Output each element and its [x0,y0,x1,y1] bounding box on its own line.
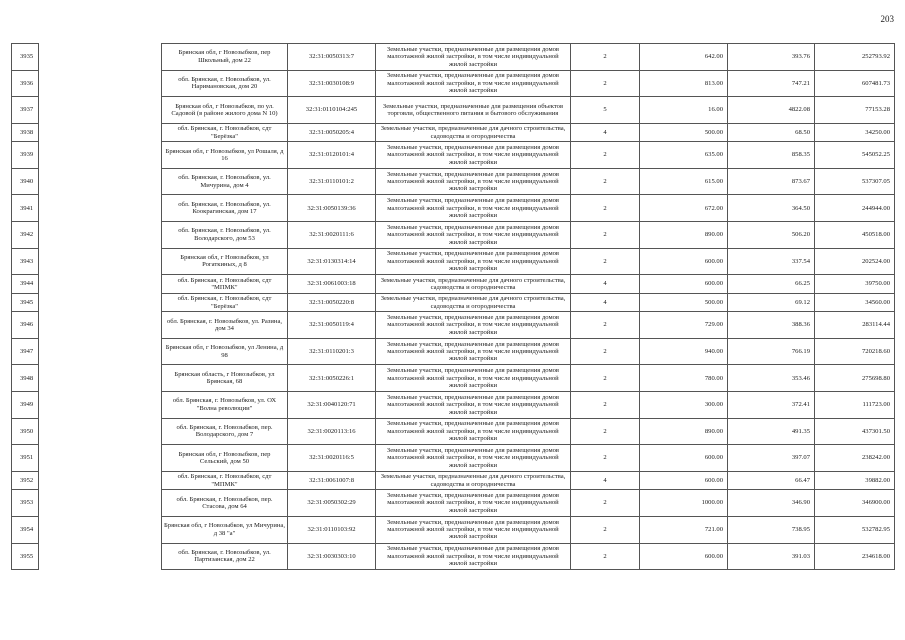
specific-value-cell: 747.21 [728,70,815,97]
address-cell: обл. Брянская, г. Новозыбков, сдт "МПМК" [162,471,288,490]
row-gap [39,312,162,339]
cadastral-number-cell: 32:31:0020113:16 [288,418,376,445]
row-gap [39,248,162,275]
address-cell: Брянская обл, г Новозыбков, ул Мичурина, д 38 "а" [162,516,288,543]
area-cell: 615.00 [640,168,728,195]
specific-value-cell: 372.41 [728,392,815,419]
specific-value-cell: 4822.08 [728,97,815,124]
cadastral-value-cell: 275698.80 [815,365,895,392]
row-gap [39,275,162,294]
land-use-cell: Земельные участки, предназначенные для размещения домов малоэтажной жилой застройки, в том числе индивидуальной жилой застройки [376,490,571,517]
table-row [12,70,895,97]
cadastral-value-cell: 437301.50 [815,418,895,445]
cadastral-number-cell: 32:31:0120101:4 [288,142,376,169]
table-row [12,275,895,294]
area-cell: 729.00 [640,312,728,339]
group-number-cell: 2 [571,312,640,339]
row-number: 3952 [12,471,39,490]
cadastral-number-cell: 32:31:0050220:8 [288,293,376,312]
address-cell: обл. Брянская, г. Новозыбков, сдт "Берёзка" [162,293,288,312]
land-use-cell: Земельные участки, предназначенные для размещения домов малоэтажной жилой застройки, в том числе индивидуальной жилой застройки [376,338,571,365]
cadastral-number-cell: 32:31:0110201:3 [288,338,376,365]
address-cell: Брянская обл, г Новозыбков, ул Рогаткиных, д 8 [162,248,288,275]
address-cell: обл. Брянская, г. Новозыбков, ул. Наримановская, дом 20 [162,70,288,97]
group-number-cell: 2 [571,195,640,222]
row-number: 3950 [12,418,39,445]
row-number: 3954 [12,516,39,543]
specific-value-cell: 873.67 [728,168,815,195]
specific-value-cell: 766.19 [728,338,815,365]
area-cell: 780.00 [640,365,728,392]
table-row [12,142,895,169]
land-use-cell: Земельные участки, предназначенные для размещения домов малоэтажной жилой застройки, в том числе индивидуальной жилой застройки [376,70,571,97]
cadastral-value-cell: 346900.00 [815,490,895,517]
land-use-cell: Земельные участки, предназначенные для дачного строительства, садоводства и огородничества [376,123,571,142]
address-cell: обл. Брянская, г. Новозыбков, сдт "Берёзка" [162,123,288,142]
table-row [12,418,895,445]
address-cell: обл. Брянская, г. Новозыбков, ул. Партизанская, дом 22 [162,543,288,570]
row-number: 3939 [12,142,39,169]
specific-value-cell: 738.95 [728,516,815,543]
land-use-cell: Земельные участки, предназначенные для размещения домов малоэтажной жилой застройки, в том числе индивидуальной жилой застройки [376,142,571,169]
address-cell: обл. Брянская, г. Новозыбков, ул. Коокрагинская, дом 17 [162,195,288,222]
row-gap [39,338,162,365]
address-cell: Брянская область, г Новозыбков, ул Брянская, 68 [162,365,288,392]
area-cell: 890.00 [640,418,728,445]
cadastral-value-cell: 537307.05 [815,168,895,195]
cadastral-number-cell: 32:31:0110103:92 [288,516,376,543]
land-use-cell: Земельные участки, предназначенные для размещения домов малоэтажной жилой застройки, в том числе индивидуальной жилой застройки [376,418,571,445]
land-use-cell: Земельные участки, предназначенные для размещения домов малоэтажной жилой застройки, в том числе индивидуальной жилой застройки [376,365,571,392]
cadastral-value-cell: 39882.00 [815,471,895,490]
cadastral-value-cell: 532782.95 [815,516,895,543]
cadastral-number-cell: 32:31:0050205:4 [288,123,376,142]
specific-value-cell: 346.90 [728,490,815,517]
row-number: 3955 [12,543,39,570]
group-number-cell: 2 [571,142,640,169]
cadastral-value-cell: 34560.00 [815,293,895,312]
cadastral-number-cell: 32:31:0040120:71 [288,392,376,419]
table-row [12,248,895,275]
area-cell: 600.00 [640,471,728,490]
specific-value-cell: 66.25 [728,275,815,294]
specific-value-cell: 491.35 [728,418,815,445]
row-gap [39,365,162,392]
row-number: 3945 [12,293,39,312]
group-number-cell: 4 [571,293,640,312]
row-gap [39,293,162,312]
table-row [12,44,895,71]
land-use-cell: Земельные участки, предназначенные для дачного строительства, садоводства и огородничества [376,293,571,312]
land-use-cell: Земельные участки, предназначенные для размещения домов малоэтажной жилой застройки, в том числе индивидуальной жилой застройки [376,248,571,275]
table-row [12,445,895,472]
table-row [12,365,895,392]
group-number-cell: 2 [571,338,640,365]
address-cell: Брянская обл, г Новозыбков, ул Рошаля, д 16 [162,142,288,169]
specific-value-cell: 337.54 [728,248,815,275]
group-number-cell: 2 [571,248,640,275]
cadastral-value-cell: 238242.00 [815,445,895,472]
group-number-cell: 2 [571,392,640,419]
table-row [12,490,895,517]
row-number: 3946 [12,312,39,339]
row-gap [39,168,162,195]
group-number-cell: 2 [571,44,640,71]
row-number: 3944 [12,275,39,294]
cadastral-value-cell: 34250.00 [815,123,895,142]
area-cell: 721.00 [640,516,728,543]
specific-value-cell: 506.20 [728,222,815,249]
area-cell: 940.00 [640,338,728,365]
cadastral-value-cell: 202524.00 [815,248,895,275]
group-number-cell: 2 [571,445,640,472]
row-gap [39,222,162,249]
row-number: 3947 [12,338,39,365]
address-cell: обл. Брянская, г. Новозыбков, ул. Мичурина, дом 4 [162,168,288,195]
specific-value-cell: 858.35 [728,142,815,169]
area-cell: 890.00 [640,222,728,249]
row-gap [39,490,162,517]
table-row [12,222,895,249]
area-cell: 600.00 [640,543,728,570]
group-number-cell: 2 [571,543,640,570]
cadastral-value-cell: 77153.28 [815,97,895,124]
row-gap [39,543,162,570]
specific-value-cell: 68.50 [728,123,815,142]
land-use-cell: Земельные участки, предназначенные для размещения домов малоэтажной жилой застройки, в том числе индивидуальной жилой застройки [376,222,571,249]
table-row [12,338,895,365]
cadastral-number-cell: 32:31:0050139:36 [288,195,376,222]
cadastral-value-cell: 111723.00 [815,392,895,419]
row-number: 3938 [12,123,39,142]
row-gap [39,445,162,472]
land-use-cell: Земельные участки, предназначенные для дачного строительства, садоводства и огородничества [376,471,571,490]
row-number: 3953 [12,490,39,517]
cadastral-number-cell: 32:31:0020116:5 [288,445,376,472]
cadastral-value-cell: 720218.60 [815,338,895,365]
row-gap [39,516,162,543]
area-cell: 600.00 [640,275,728,294]
group-number-cell: 4 [571,123,640,142]
row-gap [39,142,162,169]
address-cell: обл. Брянская, г. Новозыбков, пер. Стасова, дом 64 [162,490,288,517]
land-use-cell: Земельные участки, предназначенные для размещения домов малоэтажной жилой застройки, в том числе индивидуальной жилой застройки [376,445,571,472]
address-cell: Брянская обл, г Новозыбков, по ул. Садовой (в районе жилого дома N 10) [162,97,288,124]
row-number: 3943 [12,248,39,275]
cadastral-value-cell: 39750.00 [815,275,895,294]
cadastral-number-cell: 32:31:0130314:14 [288,248,376,275]
cadastral-number-cell: 32:31:0050226:1 [288,365,376,392]
row-number: 3949 [12,392,39,419]
row-gap [39,418,162,445]
row-gap [39,195,162,222]
cadastral-value-cell: 283114.44 [815,312,895,339]
address-cell: Брянская обл, г Новозыбков, пер Школьный, дом 22 [162,44,288,71]
specific-value-cell: 353.46 [728,365,815,392]
specific-value-cell: 393.76 [728,44,815,71]
land-use-cell: Земельные участки, предназначенные для размещения домов малоэтажной жилой застройки, в том числе индивидуальной жилой застройки [376,44,571,71]
table-row [12,516,895,543]
cadastral-value-cell: 450518.00 [815,222,895,249]
address-cell: обл. Брянская, г. Новозыбков, ул. Володарского, дом 53 [162,222,288,249]
cadastral-number-cell: 32:31:0030303:10 [288,543,376,570]
address-cell: обл. Брянская, г. Новозыбков, ул. Разина, дом 34 [162,312,288,339]
address-cell: обл. Брянская, г. Новозыбков, ул. ОХ "Волна революции" [162,392,288,419]
table-row [12,543,895,570]
area-cell: 500.00 [640,123,728,142]
row-gap [39,44,162,71]
group-number-cell: 2 [571,168,640,195]
cadastral-number-cell: 32:31:0110104:245 [288,97,376,124]
group-number-cell: 2 [571,70,640,97]
group-number-cell: 4 [571,471,640,490]
land-use-cell: Земельные участки, предназначенные для дачного строительства, садоводства и огородничества [376,275,571,294]
group-number-cell: 4 [571,275,640,294]
specific-value-cell: 397.07 [728,445,815,472]
row-gap [39,70,162,97]
specific-value-cell: 69.12 [728,293,815,312]
area-cell: 600.00 [640,248,728,275]
table-row [12,293,895,312]
page-number: 203 [880,14,894,24]
row-number: 3940 [12,168,39,195]
land-use-cell: Земельные участки, предназначенные для размещения домов малоэтажной жилой застройки, в том числе индивидуальной жилой застройки [376,392,571,419]
area-cell: 500.00 [640,293,728,312]
land-use-cell: Земельные участки, предназначенные для размещения домов малоэтажной жилой застройки, в том числе индивидуальной жилой застройки [376,312,571,339]
cadastral-number-cell: 32:31:0020111:6 [288,222,376,249]
cadastral-number-cell: 32:31:0110101:2 [288,168,376,195]
cadastral-number-cell: 32:31:0050302:29 [288,490,376,517]
address-cell: Брянская обл, г Новозыбков, ул Ленина, д 98 [162,338,288,365]
table-row [12,195,895,222]
group-number-cell: 2 [571,418,640,445]
row-number: 3935 [12,44,39,71]
area-cell: 672.00 [640,195,728,222]
cadastral-number-cell: 32:31:0030108:9 [288,70,376,97]
area-cell: 1000.00 [640,490,728,517]
group-number-cell: 5 [571,97,640,124]
area-cell: 600.00 [640,445,728,472]
row-gap [39,471,162,490]
specific-value-cell: 66.47 [728,471,815,490]
specific-value-cell: 388.36 [728,312,815,339]
area-cell: 642.00 [640,44,728,71]
cadastral-number-cell: 32:31:0050313:7 [288,44,376,71]
row-gap [39,392,162,419]
table-row [12,392,895,419]
group-number-cell: 2 [571,222,640,249]
cadastral-value-cell: 252793.92 [815,44,895,71]
row-gap [39,123,162,142]
group-number-cell: 2 [571,365,640,392]
row-number: 3948 [12,365,39,392]
land-use-cell: Земельные участки, предназначенные для размещения домов малоэтажной жилой застройки, в том числе индивидуальной жилой застройки [376,195,571,222]
group-number-cell: 2 [571,516,640,543]
area-cell: 300.00 [640,392,728,419]
cadastral-number-cell: 32:31:0061003:18 [288,275,376,294]
row-gap [39,97,162,124]
area-cell: 16.00 [640,97,728,124]
table-row [12,312,895,339]
land-use-cell: Земельные участки, предназначенные для размещения домов малоэтажной жилой застройки, в том числе индивидуальной жилой застройки [376,543,571,570]
specific-value-cell: 391.03 [728,543,815,570]
row-number: 3942 [12,222,39,249]
table-row [12,123,895,142]
cadastral-value-cell: 244944.00 [815,195,895,222]
cadastral-number-cell: 32:31:0061007:8 [288,471,376,490]
group-number-cell: 2 [571,490,640,517]
land-use-cell: Земельные участки, предназначенные для размещения домов малоэтажной жилой застройки, в том числе индивидуальной жилой застройки [376,516,571,543]
area-cell: 635.00 [640,142,728,169]
cadastral-number-cell: 32:31:0050119:4 [288,312,376,339]
specific-value-cell: 364.50 [728,195,815,222]
cadastral-value-table [11,43,895,570]
cadastral-value-cell: 545052.25 [815,142,895,169]
address-cell: Брянская обл, г Новозыбков, пер Сельский, дом 50 [162,445,288,472]
table-row [12,97,895,124]
land-use-cell: Земельные участки, предназначенные для размещения объектов торговли, общественного питания и бытового обслуживания [376,97,571,124]
cadastral-value-cell: 607481.73 [815,70,895,97]
row-number: 3936 [12,70,39,97]
row-number: 3951 [12,445,39,472]
row-number: 3941 [12,195,39,222]
area-cell: 813.00 [640,70,728,97]
table-row [12,471,895,490]
table-row [12,168,895,195]
address-cell: обл. Брянская, г. Новозыбков, сдт "МПМК" [162,275,288,294]
land-use-cell: Земельные участки, предназначенные для размещения домов малоэтажной жилой застройки, в том числе индивидуальной жилой застройки [376,168,571,195]
address-cell: обл. Брянская, г. Новозыбков, пер. Володарского, дом 7 [162,418,288,445]
cadastral-value-cell: 234618.00 [815,543,895,570]
row-number: 3937 [12,97,39,124]
